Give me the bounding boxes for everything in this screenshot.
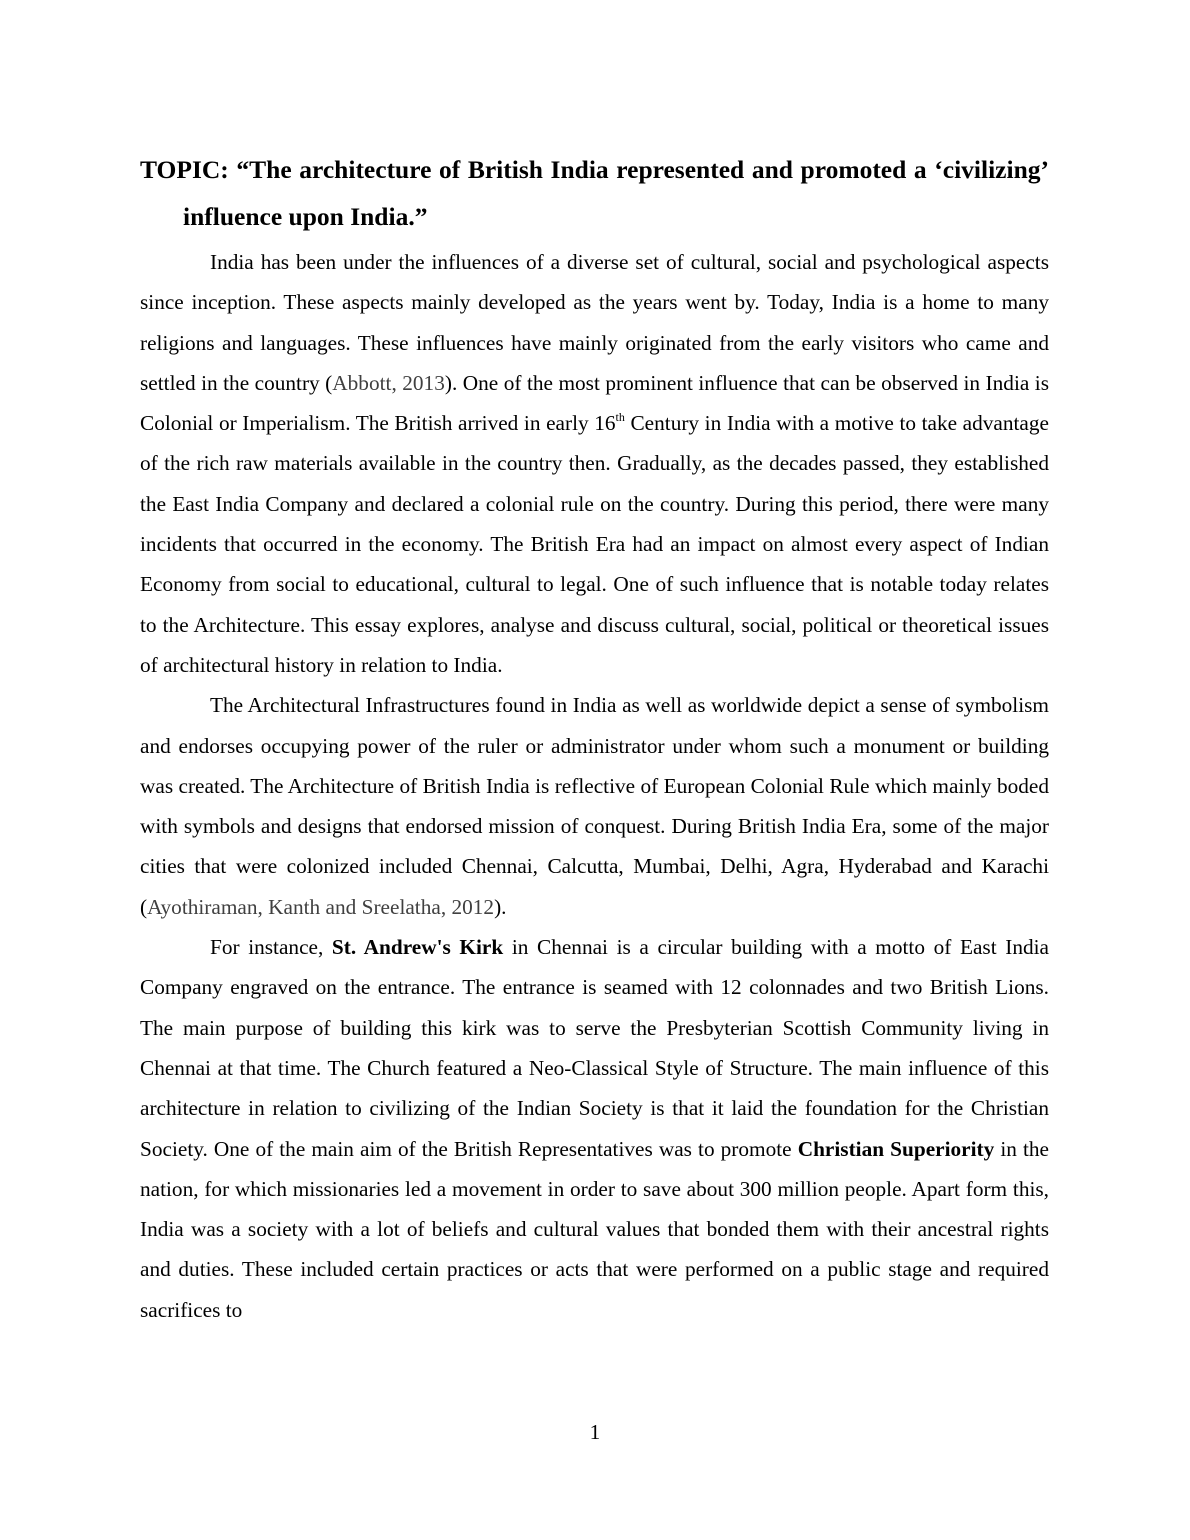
paragraph-1-text-c: Century in India with a motive to take advantage of the rich raw materials available in the country then. Gradually, as the decades passed, they established the East India Company and declared a colonial rule on the country. During this period, there were many incidents that occurred in the economy. The British Era had an impact on almost every aspect of Indian Economy from social to educational, cultural to legal. One of such influence that is notable today relates to the Architecture. This essay explores, analyse and discuss cultural, social, political or theoretical issues of architectural history in relation to India. [140, 411, 1049, 677]
paragraph-3-text-c: in the nation, for which missionaries led a movement in order to save about 300 million people. Apart form this, India was a society with a lot of beliefs and cultural values that bonded them with their ancestral rights and duties. These included certain practices or acts that were performed on a public stage and required sacrifices to [140, 1136, 1050, 1322]
document-body [140, 146, 1049, 1330]
paragraph-1 [140, 242, 1049, 685]
citation-abbott: Abbott, 2013 [332, 370, 445, 395]
paragraph-3-text-b: in Chennai is a circular building with a motto of East India Company engraved on the entrance. The entrance is seamed with 12 colonnades and two British Lions. The main purpose of building this kirk was to serve the Presbyterian Scottish Community living in Chennai at that time. The Church featured a Neo-Classical Style of Structure. The main influence of this architecture in relation to civilizing of the Indian Society is that it laid the foundation for the Christian Society. One of the main aim of the British Representatives was to promote [140, 935, 1049, 1161]
citation-ayothiraman: Ayothiraman, Kanth and Sreelatha, 2012 [147, 894, 495, 919]
ordinal-superscript: th [615, 410, 625, 425]
bold-st-andrews-kirk: St. Andrew's Kirk [331, 935, 504, 960]
title-line-2: ‘civilizing’ influence upon India.” [183, 155, 1050, 231]
paragraph-1-text-b: ). One of the most prominent influence that can be observed in India is Colonial or Imperialism. The British arrived in early 16 [140, 370, 1050, 436]
paragraph-2-text-a: The Architectural Infrastructures found in India as well as worldwide depict a sense of symbolism and endorses occupying power of the ruler or administrator under whom such a monument or building was created. The Architecture of British India is reflective of European Colonial Rule which mainly boded with symbols and designs that endorsed mission of conquest. During British India Era, some of the major cities that were colonized included Chennai, Calcutta, Mumbai, Delhi, Agra, Hyderabad and Karachi ( [140, 693, 1049, 919]
bold-christian-superiority: Christian Superiority [797, 1136, 995, 1161]
page-title [140, 146, 1049, 240]
paragraph-3 [140, 927, 1049, 1330]
paragraph-2-text-b: ). [494, 894, 507, 919]
title-line-1: TOPIC: “The architecture of British India represented and promoted a [140, 155, 927, 184]
paragraph-3-text-a: For instance, [210, 935, 332, 960]
paragraph-1-text-a: India has been under the influences of a diverse set of cultural, social and psychological aspects since inception. These aspects mainly developed as the years went by. Today, India is a home to many religions and languages. These influences have mainly originated from the early visitors who came and settled in the country ( [140, 250, 1049, 395]
page-number: 1 [589, 1420, 601, 1444]
paragraph-2 [140, 685, 1049, 927]
